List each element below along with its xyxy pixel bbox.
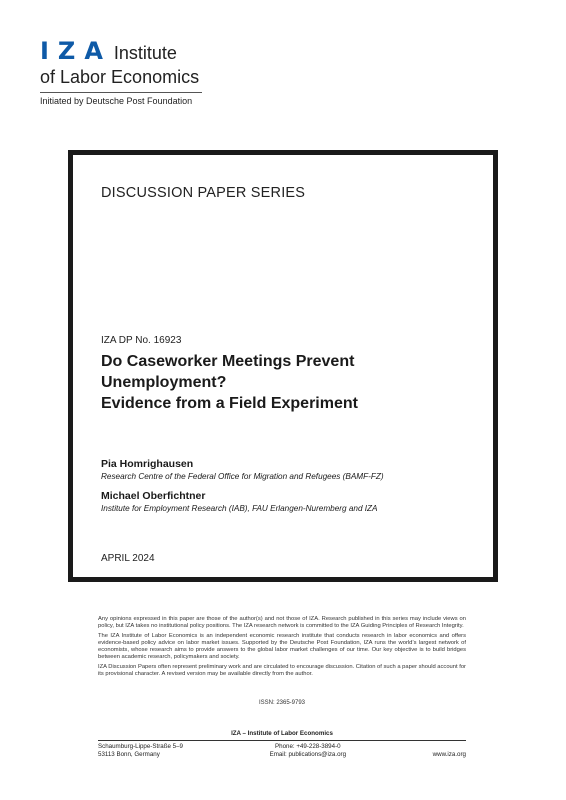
disclaimer-paragraph: The IZA Institute of Labor Economics is an independent economic research institute that conducts research in labor economics and offers evidence-based policy advice on labor market issues. Supported by the Deutsche Post Foundation, IZA runs the world’s largest network of economists, whose research aims to provide answers to the global labor market challenges of our time. Our key objective is to build bridges between academic research, policymakers and society. (98, 632, 466, 661)
author-affiliation: Institute for Employment Research (IAB), FAU Erlangen-Nuremberg and IZA (101, 504, 378, 513)
paper-title (101, 351, 481, 414)
footer-divider (98, 740, 466, 741)
title-line: Evidence from a Field Experiment (101, 395, 358, 412)
title-line: Unemployment? (101, 374, 227, 391)
dp-number: IZA DP No. 16923 (101, 335, 182, 346)
disclaimer-text (98, 616, 466, 680)
footer-title: IZA – Institute of Labor Economics (231, 730, 333, 737)
issn: ISSN: 2365-9793 (258, 700, 306, 706)
footer (98, 729, 466, 759)
author-name: Michael Oberfichtner (101, 490, 206, 502)
footer-phone: Phone: +49-228-3894-0 (275, 743, 341, 750)
author-list (101, 457, 491, 521)
address-line: 53113 Bonn, Germany (98, 751, 160, 758)
address-line: Schaumburg-Lippe-Straße 5–9 (98, 743, 183, 750)
cover-frame (68, 150, 498, 582)
author-affiliation: Research Centre of the Federal Office for Migration and Refugees (BAMF-FZ) (101, 472, 384, 481)
disclaimer-paragraph: Any opinions expressed in this paper are those of the author(s) and not those of IZA. Research published in this series may include views on policy, but IZA takes no institutional policy positions. The IZA research network is committed to the IZA Guiding Principles of Research Integrity. (98, 616, 466, 630)
logo-mark: IZA (40, 37, 112, 65)
logo-name-line2: of Labor Economics (40, 67, 200, 87)
publication-date: APRIL 2024 (101, 553, 155, 564)
logo-row-top (40, 38, 205, 66)
footer-address (98, 743, 183, 759)
footer-contact (98, 743, 466, 759)
logo-name-line1: Institute (113, 43, 177, 63)
iza-logo (40, 38, 205, 106)
footer-web-link[interactable]: www.iza.org (432, 751, 466, 758)
logo-tagline: Initiated by Deutsche Post Foundation (40, 96, 193, 106)
disclaimer-paragraph: IZA Discussion Papers often represent preliminary work and are circulated to encourage discussion. Citation of such a paper should account for its provisional character. A revised version may be available directly from the author. (98, 663, 466, 678)
author-name: Pia Homrighausen (101, 458, 194, 470)
series-title: DISCUSSION PAPER SERIES (101, 185, 306, 201)
footer-email-link[interactable]: Email: publications@iza.org (269, 751, 347, 758)
logo-divider (40, 92, 202, 93)
title-line: Do Caseworker Meetings Prevent (101, 353, 355, 370)
footer-phone-email (270, 743, 346, 759)
